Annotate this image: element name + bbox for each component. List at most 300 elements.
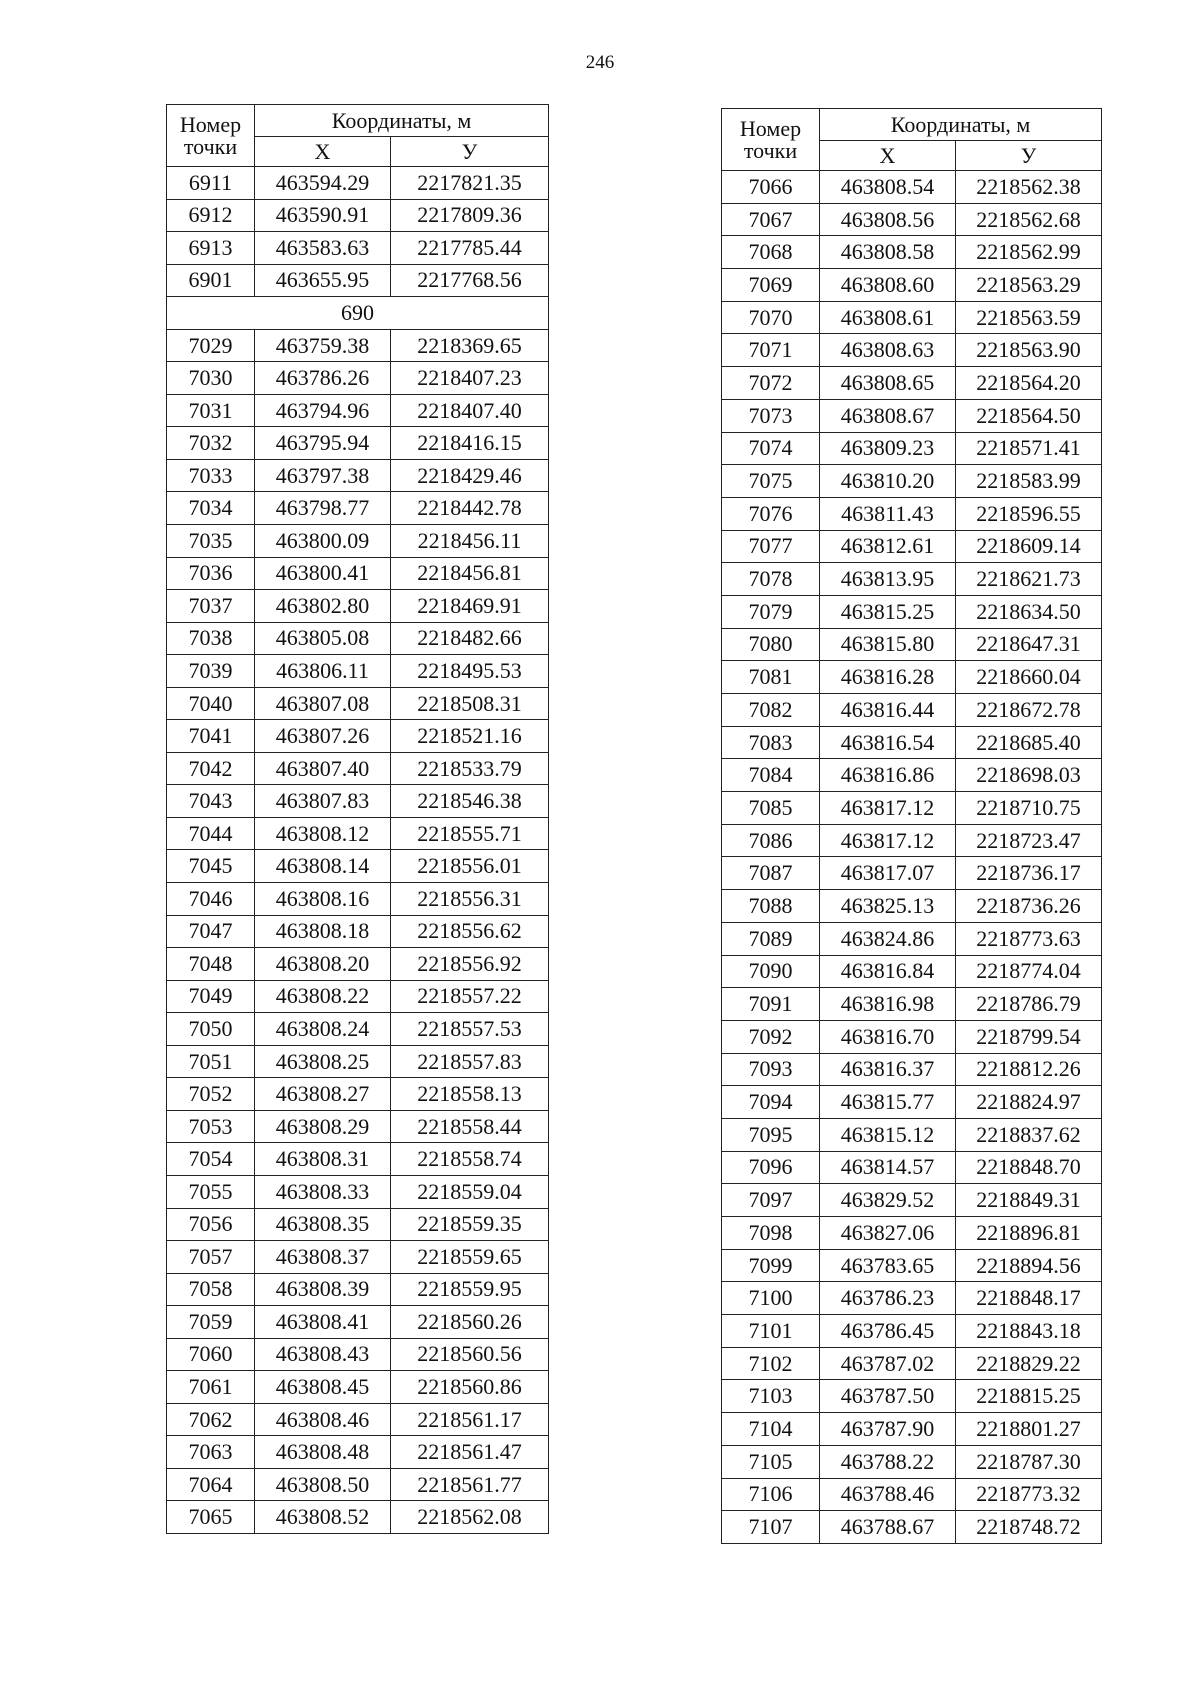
table-row <box>722 465 1102 498</box>
point-number-cell: 7047 <box>167 915 255 948</box>
y-coordinate-cell: 2218896.81 <box>956 1217 1102 1250</box>
table-row <box>167 1013 549 1046</box>
y-coordinate-cell: 2218837.62 <box>956 1118 1102 1151</box>
y-coordinate-cell: 2218723.47 <box>956 824 1102 857</box>
point-number-cell: 7058 <box>167 1273 255 1306</box>
point-number-cell: 7065 <box>167 1501 255 1534</box>
x-coordinate-cell: 463815.77 <box>820 1086 956 1119</box>
table-row <box>722 1249 1102 1282</box>
point-number-cell: 7074 <box>722 432 820 465</box>
table-row <box>722 595 1102 628</box>
x-coordinate-cell: 463808.41 <box>255 1306 391 1339</box>
table-row <box>167 1436 549 1469</box>
point-number-cell: 6911 <box>167 167 255 200</box>
point-number-cell: 7078 <box>722 563 820 596</box>
table-row <box>722 1445 1102 1478</box>
x-coordinate-cell: 463783.65 <box>820 1249 956 1282</box>
point-number-cell: 6901 <box>167 264 255 297</box>
y-coordinate-cell: 2218558.44 <box>391 1110 549 1143</box>
table-row <box>722 563 1102 596</box>
x-coordinate-cell: 463808.58 <box>820 236 956 269</box>
table-row <box>167 1110 549 1143</box>
point-number-cell: 7046 <box>167 883 255 916</box>
x-coordinate-cell: 463807.08 <box>255 687 391 720</box>
point-number-cell: 7076 <box>722 497 820 530</box>
table-row <box>167 167 549 200</box>
table-row <box>167 1241 549 1274</box>
point-number-cell: 7043 <box>167 785 255 818</box>
y-coordinate-cell: 2218571.41 <box>956 432 1102 465</box>
x-coordinate-cell: 463808.35 <box>255 1208 391 1241</box>
y-coordinate-cell: 2217785.44 <box>391 232 549 265</box>
table-row <box>722 1511 1102 1544</box>
x-coordinate-cell: 463788.46 <box>820 1478 956 1511</box>
table-row <box>722 726 1102 759</box>
y-coordinate-cell: 2218561.77 <box>391 1468 549 1501</box>
table-row <box>722 661 1102 694</box>
y-coordinate-cell: 2218848.17 <box>956 1282 1102 1315</box>
x-coordinate-cell: 463810.20 <box>820 465 956 498</box>
point-number-header-line1: Номер <box>739 115 802 141</box>
table-row <box>167 980 549 1013</box>
point-number-cell: 7105 <box>722 1445 820 1478</box>
y-coordinate-cell: 2218815.25 <box>956 1380 1102 1413</box>
x-coordinate-cell: 463827.06 <box>820 1217 956 1250</box>
x-coordinate-cell: 463824.86 <box>820 922 956 955</box>
x-coordinate-cell: 463794.96 <box>255 394 391 427</box>
y-coordinate-cell: 2218521.16 <box>391 720 549 753</box>
point-number-cell: 7084 <box>722 759 820 792</box>
x-coordinate-cell: 463808.24 <box>255 1013 391 1046</box>
x-coordinate-cell: 463808.33 <box>255 1175 391 1208</box>
table-row <box>722 497 1102 530</box>
point-number-cell: 7039 <box>167 655 255 688</box>
y-coordinate-cell: 2218456.81 <box>391 557 549 590</box>
x-coordinate-cell: 463788.67 <box>820 1511 956 1544</box>
table-row <box>167 883 549 916</box>
x-coordinate-cell: 463807.40 <box>255 752 391 785</box>
point-number-cell: 7090 <box>722 955 820 988</box>
section-row <box>167 297 549 330</box>
y-coordinate-cell: 2218533.79 <box>391 752 549 785</box>
x-coordinate-cell: 463787.90 <box>820 1413 956 1446</box>
table-row <box>167 1501 549 1534</box>
table-row <box>167 557 549 590</box>
x-coordinate-cell: 463788.22 <box>820 1445 956 1478</box>
table-row <box>167 817 549 850</box>
point-number-cell: 7057 <box>167 1241 255 1274</box>
y-coordinate-cell: 2218894.56 <box>956 1249 1102 1282</box>
x-coordinate-cell: 463816.44 <box>820 694 956 727</box>
y-coordinate-cell: 2218799.54 <box>956 1020 1102 1053</box>
point-number-cell: 7083 <box>722 726 820 759</box>
x-coordinate-cell: 463798.77 <box>255 492 391 525</box>
table-row <box>167 492 549 525</box>
point-number-header <box>167 105 255 167</box>
y-coordinate-cell: 2218559.04 <box>391 1175 549 1208</box>
table-row <box>722 236 1102 269</box>
y-coordinate-cell: 2218564.50 <box>956 399 1102 432</box>
y-coordinate-cell: 2218843.18 <box>956 1315 1102 1348</box>
y-coordinate-cell: 2218557.83 <box>391 1045 549 1078</box>
point-number-cell: 7042 <box>167 752 255 785</box>
x-coordinate-cell: 463816.70 <box>820 1020 956 1053</box>
point-number-cell: 7068 <box>722 236 820 269</box>
x-coordinate-cell: 463808.46 <box>255 1403 391 1436</box>
x-coordinate-cell: 463808.63 <box>820 334 956 367</box>
point-number-cell: 7089 <box>722 922 820 955</box>
x-coordinate-cell: 463655.95 <box>255 264 391 297</box>
point-number-cell: 7034 <box>167 492 255 525</box>
x-coordinate-cell: 463802.80 <box>255 590 391 623</box>
table-row <box>167 850 549 883</box>
table-row <box>167 687 549 720</box>
x-coordinate-cell: 463808.45 <box>255 1371 391 1404</box>
x-coordinate-cell: 463786.23 <box>820 1282 956 1315</box>
point-number-cell: 7067 <box>722 203 820 236</box>
x-coordinate-cell: 463808.12 <box>255 817 391 850</box>
x-coordinate-cell: 463812.61 <box>820 530 956 563</box>
y-coordinate-cell: 2218560.86 <box>391 1371 549 1404</box>
table-row <box>167 1371 549 1404</box>
y-coordinate-cell: 2218748.72 <box>956 1511 1102 1544</box>
x-coordinate-cell: 463808.31 <box>255 1143 391 1176</box>
x-coordinate-cell: 463808.60 <box>820 269 956 302</box>
x-coordinate-cell: 463808.54 <box>820 171 956 204</box>
table-row <box>167 1175 549 1208</box>
x-coordinate-cell: 463590.91 <box>255 199 391 232</box>
point-number-cell: 7101 <box>722 1315 820 1348</box>
table-row <box>167 394 549 427</box>
y-coordinate-cell: 2218442.78 <box>391 492 549 525</box>
y-coordinate-cell: 2218563.90 <box>956 334 1102 367</box>
table-row <box>167 752 549 785</box>
x-coordinate-cell: 463829.52 <box>820 1184 956 1217</box>
point-number-cell: 7106 <box>722 1478 820 1511</box>
point-number-cell: 7088 <box>722 890 820 923</box>
point-number-cell: 7075 <box>722 465 820 498</box>
point-number-header-line2: точки <box>183 133 238 159</box>
table-row <box>722 367 1102 400</box>
point-number-cell: 7041 <box>167 720 255 753</box>
table-row <box>722 1151 1102 1184</box>
y-coordinate-cell: 2218672.78 <box>956 694 1102 727</box>
x-coordinate-cell: 463759.38 <box>255 329 391 362</box>
x-coordinate-cell: 463787.50 <box>820 1380 956 1413</box>
point-number-cell: 7055 <box>167 1175 255 1208</box>
point-number-cell: 7092 <box>722 1020 820 1053</box>
table-body-left <box>167 167 549 1534</box>
table-row <box>167 1468 549 1501</box>
table-row <box>722 759 1102 792</box>
point-number-cell: 7029 <box>167 329 255 362</box>
table-row <box>722 399 1102 432</box>
point-number-cell: 7061 <box>167 1371 255 1404</box>
y-coordinate-cell: 2218562.38 <box>956 171 1102 204</box>
point-number-cell: 7033 <box>167 459 255 492</box>
x-coordinate-cell: 463594.29 <box>255 167 391 200</box>
point-number-header-line2: точки <box>743 137 798 163</box>
table-row <box>722 824 1102 857</box>
y-coordinate-cell: 2217821.35 <box>391 167 549 200</box>
x-coordinate-cell: 463787.02 <box>820 1347 956 1380</box>
y-coordinate-cell: 2218710.75 <box>956 792 1102 825</box>
x-coordinate-cell: 463811.43 <box>820 497 956 530</box>
point-number-cell: 7052 <box>167 1078 255 1111</box>
y-coordinate-cell: 2218848.70 <box>956 1151 1102 1184</box>
y-coordinate-cell: 2218556.01 <box>391 850 549 883</box>
x-coordinate-cell: 463808.16 <box>255 883 391 916</box>
table-row <box>167 1143 549 1176</box>
y-coordinate-cell: 2218596.55 <box>956 497 1102 530</box>
x-coordinate-cell: 463808.29 <box>255 1110 391 1143</box>
y-coordinate-cell: 2218407.40 <box>391 394 549 427</box>
table-row <box>722 1184 1102 1217</box>
table-row <box>722 171 1102 204</box>
table-row <box>722 1413 1102 1446</box>
x-coordinate-cell: 463816.28 <box>820 661 956 694</box>
point-number-cell: 7030 <box>167 362 255 395</box>
y-coordinate-cell: 2218774.04 <box>956 955 1102 988</box>
table-row <box>722 1118 1102 1151</box>
point-number-cell: 7071 <box>722 334 820 367</box>
point-number-cell: 7104 <box>722 1413 820 1446</box>
x-coordinate-cell: 463795.94 <box>255 427 391 460</box>
y-coordinate-cell: 2218609.14 <box>956 530 1102 563</box>
table-row <box>167 622 549 655</box>
point-number-cell: 7099 <box>722 1249 820 1282</box>
y-coordinate-cell: 2218561.17 <box>391 1403 549 1436</box>
coordinates-header: Координаты, м <box>820 109 1102 141</box>
y-coordinate-cell: 2218824.97 <box>956 1086 1102 1119</box>
x-coordinate-cell: 463825.13 <box>820 890 956 923</box>
x-coordinate-cell: 463805.08 <box>255 622 391 655</box>
coordinates-header: Координаты, м <box>255 105 549 137</box>
table-row <box>167 1273 549 1306</box>
y-coordinate-cell: 2218482.66 <box>391 622 549 655</box>
x-coordinate-cell: 463808.20 <box>255 948 391 981</box>
table-row <box>722 203 1102 236</box>
table-row <box>722 890 1102 923</box>
point-number-cell: 7095 <box>722 1118 820 1151</box>
table-row <box>167 427 549 460</box>
x-coordinate-cell: 463809.23 <box>820 432 956 465</box>
y-coordinate-cell: 2218829.22 <box>956 1347 1102 1380</box>
point-number-cell: 7072 <box>722 367 820 400</box>
y-coordinate-cell: 2218812.26 <box>956 1053 1102 1086</box>
point-number-cell: 7036 <box>167 557 255 590</box>
table-row <box>722 269 1102 302</box>
table-row <box>167 785 549 818</box>
x-coordinate-cell: 463808.39 <box>255 1273 391 1306</box>
point-number-cell: 7063 <box>167 1436 255 1469</box>
y-coordinate-cell: 2218557.22 <box>391 980 549 1013</box>
table-row <box>722 628 1102 661</box>
table-row <box>167 459 549 492</box>
y-coordinate-cell: 2218583.99 <box>956 465 1102 498</box>
table-row <box>722 1217 1102 1250</box>
point-number-cell: 7069 <box>722 269 820 302</box>
x-coordinate-cell: 463817.07 <box>820 857 956 890</box>
table-row <box>722 792 1102 825</box>
y-coordinate-cell: 2218698.03 <box>956 759 1102 792</box>
y-coordinate-cell: 2218560.56 <box>391 1338 549 1371</box>
x-coordinate-cell: 463816.37 <box>820 1053 956 1086</box>
x-coordinate-cell: 463815.12 <box>820 1118 956 1151</box>
point-number-cell: 7107 <box>722 1511 820 1544</box>
y-coordinate-cell: 2218429.46 <box>391 459 549 492</box>
y-coordinate-cell: 2218736.26 <box>956 890 1102 923</box>
table-row <box>722 955 1102 988</box>
y-coordinate-cell: 2218556.31 <box>391 883 549 916</box>
x-coordinate-cell: 463808.65 <box>820 367 956 400</box>
point-number-cell: 7059 <box>167 1306 255 1339</box>
table-row <box>167 525 549 558</box>
table-row <box>167 329 549 362</box>
point-number-cell: 7103 <box>722 1380 820 1413</box>
y-coordinate-cell: 2218559.95 <box>391 1273 549 1306</box>
table-row <box>722 1282 1102 1315</box>
y-coordinate-cell: 2218685.40 <box>956 726 1102 759</box>
table-row <box>167 915 549 948</box>
table-row <box>722 1347 1102 1380</box>
y-coordinate-cell: 2218562.08 <box>391 1501 549 1534</box>
table-row <box>722 1086 1102 1119</box>
table-row <box>722 1020 1102 1053</box>
point-number-cell: 7048 <box>167 948 255 981</box>
point-number-cell: 7040 <box>167 687 255 720</box>
x-coordinate-cell: 463786.45 <box>820 1315 956 1348</box>
point-number-cell: 7053 <box>167 1110 255 1143</box>
y-coordinate-cell: 2218786.79 <box>956 988 1102 1021</box>
table-row <box>722 694 1102 727</box>
point-number-cell: 7037 <box>167 590 255 623</box>
y-coordinate-cell: 2218456.11 <box>391 525 549 558</box>
x-column-header: X <box>820 141 956 171</box>
table-row <box>167 1045 549 1078</box>
y-coordinate-cell: 2218621.73 <box>956 563 1102 596</box>
x-coordinate-cell: 463816.98 <box>820 988 956 1021</box>
y-coordinate-cell: 2218369.65 <box>391 329 549 362</box>
point-number-cell: 7056 <box>167 1208 255 1241</box>
y-coordinate-cell: 2218508.31 <box>391 687 549 720</box>
point-number-cell: 7081 <box>722 661 820 694</box>
y-coordinate-cell: 2218555.71 <box>391 817 549 850</box>
point-number-cell: 7054 <box>167 1143 255 1176</box>
x-coordinate-cell: 463583.63 <box>255 232 391 265</box>
y-coordinate-cell: 2218773.32 <box>956 1478 1102 1511</box>
point-number-cell: 7070 <box>722 301 820 334</box>
table-row <box>167 199 549 232</box>
y-coordinate-cell: 2218660.04 <box>956 661 1102 694</box>
table-row <box>722 857 1102 890</box>
table-row <box>167 1208 549 1241</box>
y-coordinate-cell: 2218558.13 <box>391 1078 549 1111</box>
y-coordinate-cell: 2218563.29 <box>956 269 1102 302</box>
x-coordinate-cell: 463808.43 <box>255 1338 391 1371</box>
point-number-cell: 7035 <box>167 525 255 558</box>
y-coordinate-cell: 2218558.74 <box>391 1143 549 1176</box>
point-number-cell: 7102 <box>722 1347 820 1380</box>
x-coordinate-cell: 463807.26 <box>255 720 391 753</box>
x-coordinate-cell: 463797.38 <box>255 459 391 492</box>
table-row <box>722 1315 1102 1348</box>
point-number-cell: 6913 <box>167 232 255 265</box>
table-row <box>167 720 549 753</box>
y-coordinate-cell: 2217809.36 <box>391 199 549 232</box>
table-row <box>167 590 549 623</box>
y-coordinate-cell: 2218561.47 <box>391 1436 549 1469</box>
x-coordinate-cell: 463786.26 <box>255 362 391 395</box>
table-row <box>167 1338 549 1371</box>
x-coordinate-cell: 463816.54 <box>820 726 956 759</box>
table-row <box>167 362 549 395</box>
x-coordinate-cell: 463800.41 <box>255 557 391 590</box>
point-number-cell: 7087 <box>722 857 820 890</box>
point-number-cell: 7079 <box>722 595 820 628</box>
x-coordinate-cell: 463813.95 <box>820 563 956 596</box>
table-row <box>722 1478 1102 1511</box>
table-row <box>722 432 1102 465</box>
point-number-cell: 7096 <box>722 1151 820 1184</box>
point-number-cell: 7031 <box>167 394 255 427</box>
x-coordinate-cell: 463808.14 <box>255 850 391 883</box>
point-number-cell: 7077 <box>722 530 820 563</box>
point-number-cell: 7094 <box>722 1086 820 1119</box>
point-number-cell: 7062 <box>167 1403 255 1436</box>
y-coordinate-cell: 2218563.59 <box>956 301 1102 334</box>
x-coordinate-cell: 463808.18 <box>255 915 391 948</box>
x-coordinate-cell: 463814.57 <box>820 1151 956 1184</box>
page-number: 246 <box>585 52 615 73</box>
x-coordinate-cell: 463815.25 <box>820 595 956 628</box>
x-coordinate-cell: 463816.86 <box>820 759 956 792</box>
table-body-right <box>722 171 1102 1544</box>
table-row <box>722 1380 1102 1413</box>
y-coordinate-cell: 2218559.35 <box>391 1208 549 1241</box>
table-row <box>722 301 1102 334</box>
y-coordinate-cell: 2218416.15 <box>391 427 549 460</box>
point-number-cell: 7064 <box>167 1468 255 1501</box>
y-coordinate-cell: 2218562.99 <box>956 236 1102 269</box>
y-coordinate-cell: 2218787.30 <box>956 1445 1102 1478</box>
table-row <box>722 1053 1102 1086</box>
y-coordinate-cell: 2218559.65 <box>391 1241 549 1274</box>
y-coordinate-cell: 2218849.31 <box>956 1184 1102 1217</box>
y-coordinate-cell: 2218736.17 <box>956 857 1102 890</box>
y-coordinate-cell: 2217768.56 <box>391 264 549 297</box>
y-coordinate-cell: 2218556.92 <box>391 948 549 981</box>
x-column-header: X <box>255 137 391 167</box>
y-coordinate-cell: 2218557.53 <box>391 1013 549 1046</box>
y-coordinate-cell: 2218556.62 <box>391 915 549 948</box>
point-number-cell: 7050 <box>167 1013 255 1046</box>
point-number-cell: 7045 <box>167 850 255 883</box>
point-number-cell: 6912 <box>167 199 255 232</box>
point-number-cell: 7086 <box>722 824 820 857</box>
point-number-cell: 7049 <box>167 980 255 1013</box>
y-coordinate-cell: 2218546.38 <box>391 785 549 818</box>
y-coordinate-cell: 2218564.20 <box>956 367 1102 400</box>
x-coordinate-cell: 463808.37 <box>255 1241 391 1274</box>
point-number-cell: 7098 <box>722 1217 820 1250</box>
point-number-cell: 7100 <box>722 1282 820 1315</box>
point-number-cell: 7093 <box>722 1053 820 1086</box>
x-coordinate-cell: 463817.12 <box>820 792 956 825</box>
point-number-cell: 7073 <box>722 399 820 432</box>
x-coordinate-cell: 463808.25 <box>255 1045 391 1078</box>
table-row <box>722 334 1102 367</box>
